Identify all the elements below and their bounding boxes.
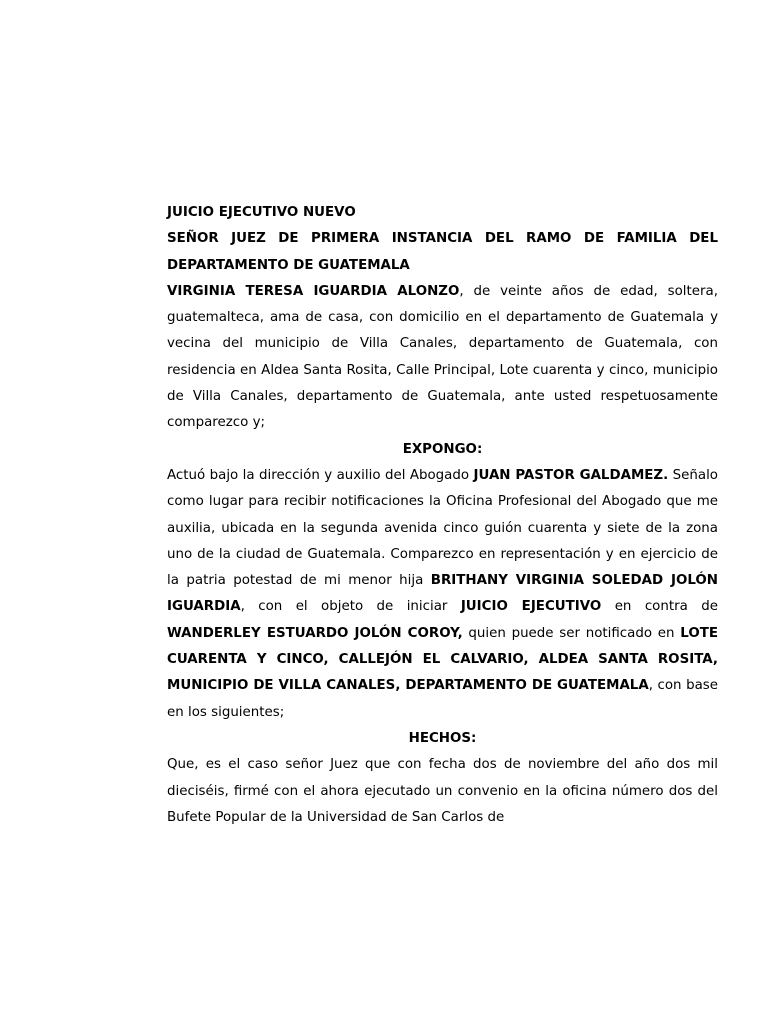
section-title-expongo: EXPONGO: — [402, 441, 483, 457]
petitioner-name: VIRGINIA TERESA IGUARDIA ALONZO — [167, 283, 460, 299]
action-name: JUICIO EJECUTIVO — [460, 599, 602, 615]
defendant-name: WANDERLEY ESTUARDO JOLÓN COROY, — [167, 625, 463, 641]
document-page — [167, 200, 718, 831]
defendant-address: LOTE CUARENTA Y CINCO, CALLEJÓN EL CALVARIO, ALDEA SANTA ROSITA, MUNICIPIO DE VILLA CANALES, DEPARTAMENTO DE GUATEMALA — [167, 625, 718, 694]
intro-paragraph: VIRGINIA TERESA IGUARDIA ALONZO, de veinte años de edad, soltera, guatemalteca, ama de casa, con domicilio en el departamento de Guatemala y vecina del municipio de Villa Canales, departamento de Guatemala, con residencia en Aldea Santa Rosita, Calle Principal, Lote cuarenta y cinco, municipio de Villa Canales, departamento de Guatemala, ante usted respetuosamente comparezco y; — [167, 283, 718, 431]
expongo-paragraph: Actuó bajo la dirección y auxilio del Abogado JUAN PASTOR GALDAMEZ. Señalo como lugar para recibir notificaciones la Oficina Profesional del Abogado que me auxilia, ubicada en la segunda avenida cinco guión cuarenta y siete de la zona uno de la ciudad de Guatemala. Comparezco en representación y en ejercicio de la patria potestad de mi menor hija BRITHANY VIRGINIA SOLEDAD JOLÓN IGUARDIA, con el objeto de iniciar JUICIO EJECUTIVO en contra de WANDERLEY ESTUARDO JOLÓN COROY, quien puede ser notificado en LOTE CUARENTA Y CINCO, CALLEJÓN EL CALVARIO, ALDEA SANTA ROSITA, MUNICIPIO DE VILLA CANALES, DEPARTAMENTO DE GUATEMALA, con base en los siguientes; — [167, 467, 718, 720]
addressee: SEÑOR JUEZ DE PRIMERA INSTANCIA DEL RAMO DE FAMILIA DEL DEPARTAMENTO DE GUATEMALA — [167, 231, 718, 273]
daughter-name: BRITHANY VIRGINIA SOLEDAD JOLÓN IGUARDIA — [167, 573, 718, 615]
lawyer-name: JUAN PASTOR GALDAMEZ. — [473, 467, 669, 483]
hechos-paragraph: Que, es el caso señor Juez que con fecha dos de noviembre del año dos mil dieciséis, firmé con el ahora ejecutado un convenio en la oficina número dos del Bufete Popular de la Universidad de San Carlos de — [167, 757, 718, 825]
section-title-hechos: HECHOS: — [408, 730, 477, 746]
document-heading: JUICIO EJECUTIVO NUEVO — [167, 205, 356, 220]
